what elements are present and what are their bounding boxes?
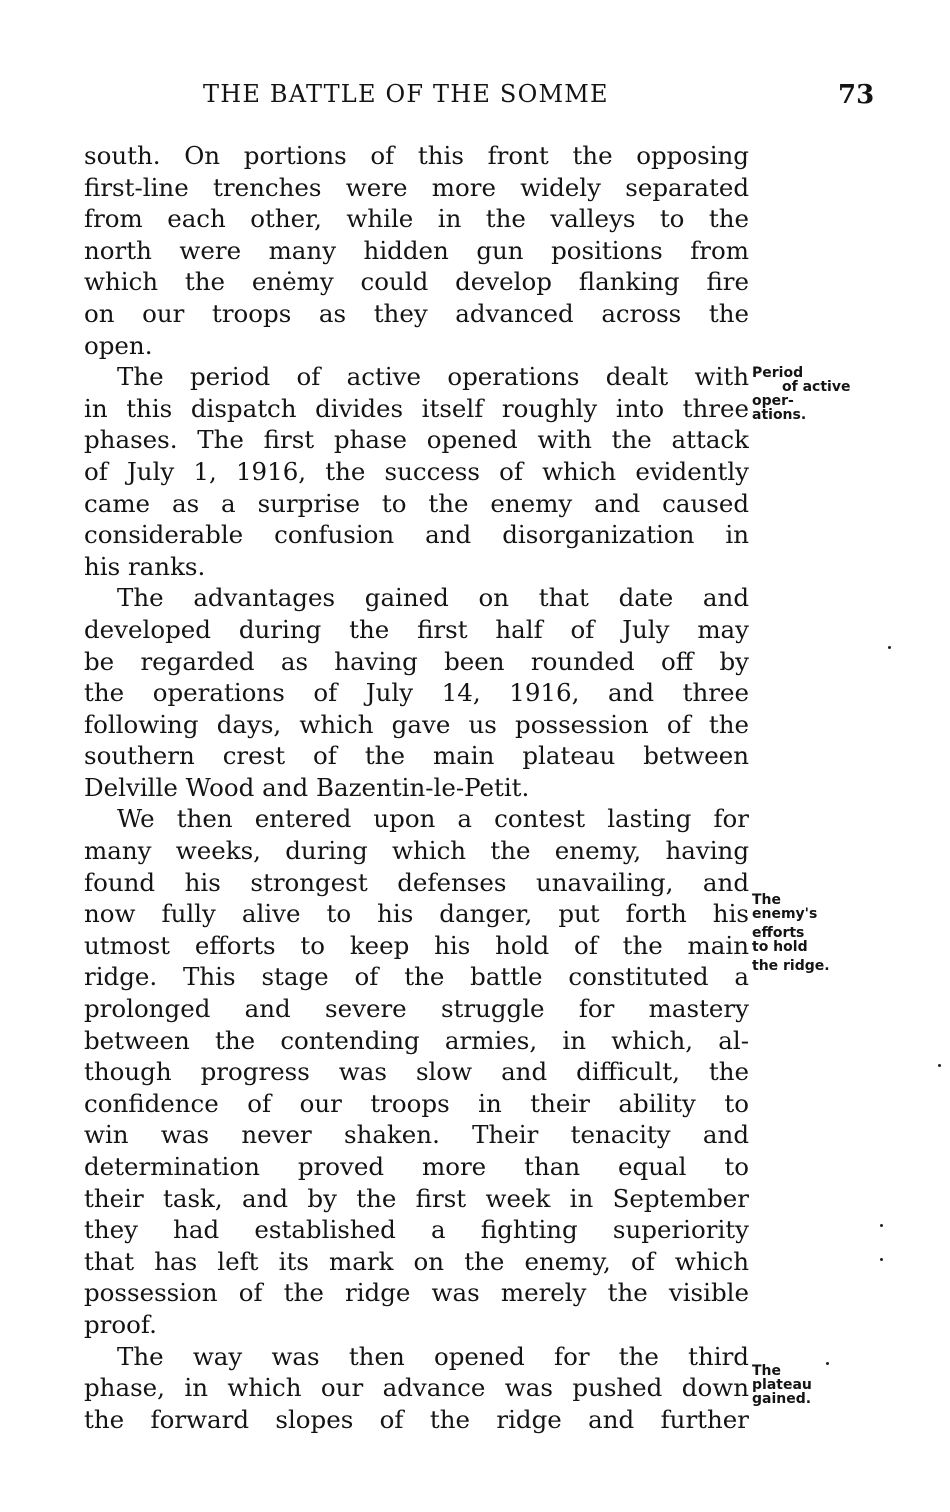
text-line: determination proved more than equal to [84, 1152, 749, 1181]
text-line: they had established a fighting superiority [84, 1215, 749, 1245]
text-line: phase, in which our advance was pushed down [84, 1373, 749, 1403]
text-line: phases. The first phase opened with the attack [84, 425, 749, 455]
sidenote-plateau-gained [752, 1360, 862, 1406]
sidenote-enemys-efforts [752, 893, 862, 973]
sidenote-line: The [752, 1363, 782, 1379]
sidenote-line: to hold [752, 939, 808, 955]
text-line: many weeks, during which the enemy, having [84, 836, 749, 866]
text-line: between the contending armies, in which, al- [84, 1025, 749, 1055]
text-line: found his strongest defenses unavailing, and [84, 867, 749, 897]
text-line: that has left its mark on the enemy, of which [84, 1246, 749, 1276]
text-line: ridge. This stage of the battle constituted a [84, 962, 749, 992]
text-line: possession of the ridge was merely the visible [84, 1278, 749, 1308]
running-title: THE BATTLE OF THE SOMME [203, 80, 609, 108]
text-line: Delville Wood and Bazentin-le-Petit. [84, 772, 530, 802]
text-line: be regarded as having been rounded off by [84, 646, 749, 676]
text-line: open. [84, 330, 153, 360]
text-line: first-line trenches were more widely separated [84, 172, 749, 202]
text-line: on our troops as they advanced across the [84, 298, 749, 328]
text-line: following days, which gave us possession of the [84, 709, 749, 739]
text-line: their task, and by the first week in September [84, 1183, 749, 1213]
text-line: in this dispatch divides itself roughly into three [84, 393, 749, 423]
text-line: came as a surprise to the enemy and caused [84, 488, 749, 518]
text-line: south. On portions of this front the opposing [84, 141, 749, 170]
text-line: developed during the first half of July may [84, 614, 749, 644]
text-line: The advantages gained on that date and [117, 583, 749, 613]
running-header [0, 80, 950, 114]
text-line: considerable confusion and disorganization in [84, 520, 749, 550]
body-text [84, 140, 749, 1435]
text-line: We then entered upon a contest lasting for [117, 804, 749, 834]
text-line: the forward slopes of the ridge and further [84, 1404, 749, 1434]
sidenote-line: The [752, 892, 782, 908]
text-line: confidence of our troops in their ability to [84, 1088, 749, 1118]
sidenote-line: plateau [752, 1377, 812, 1393]
text-line: The way was then opened for the third [117, 1341, 749, 1371]
text-line: now fully alive to his danger, put forth his [84, 899, 749, 929]
scan-speck [880, 1224, 883, 1227]
text-line: prolonged and severe struggle for mastery [84, 994, 749, 1024]
sidenote-line: Period [752, 365, 804, 381]
sidenote-line: the ridge. [752, 958, 830, 974]
scan-speck [880, 1258, 883, 1261]
text-line: of July 1, 1916, the success of which evidently [84, 456, 749, 486]
sidenote-period-of-active-operations [752, 366, 862, 422]
sidenote-line: ations. [752, 407, 807, 423]
text-line: win was never shaken. Their tenacity and [84, 1120, 749, 1150]
text-line: his ranks. [84, 551, 206, 581]
text-line: the operations of July 14, 1916, and three [84, 678, 749, 708]
text-line: utmost efforts to keep his hold of the main [84, 930, 749, 960]
text-line: though progress was slow and difficult, the [84, 1057, 749, 1087]
page-number: 73 [838, 80, 875, 110]
text-line: from each other, while in the valleys to the [84, 204, 749, 234]
text-line: proof. [84, 1309, 157, 1339]
sidenote-line: gained. [752, 1391, 812, 1407]
text-line: The period of active operations dealt with [117, 362, 749, 392]
sidenote-line: of active [782, 379, 851, 395]
scan-speck [888, 646, 891, 649]
sidenote-line: enemy's [752, 906, 818, 922]
sidenote-line: oper- [752, 393, 794, 409]
scan-speck [938, 1064, 941, 1067]
text-line: southern crest of the main plateau between [84, 741, 749, 771]
text-line: which the enėmy could develop flanking fire [84, 267, 749, 297]
sidenote-line: efforts [752, 925, 805, 941]
text-line: north were many hidden gun positions from [84, 235, 749, 265]
scan-speck [826, 1362, 829, 1365]
